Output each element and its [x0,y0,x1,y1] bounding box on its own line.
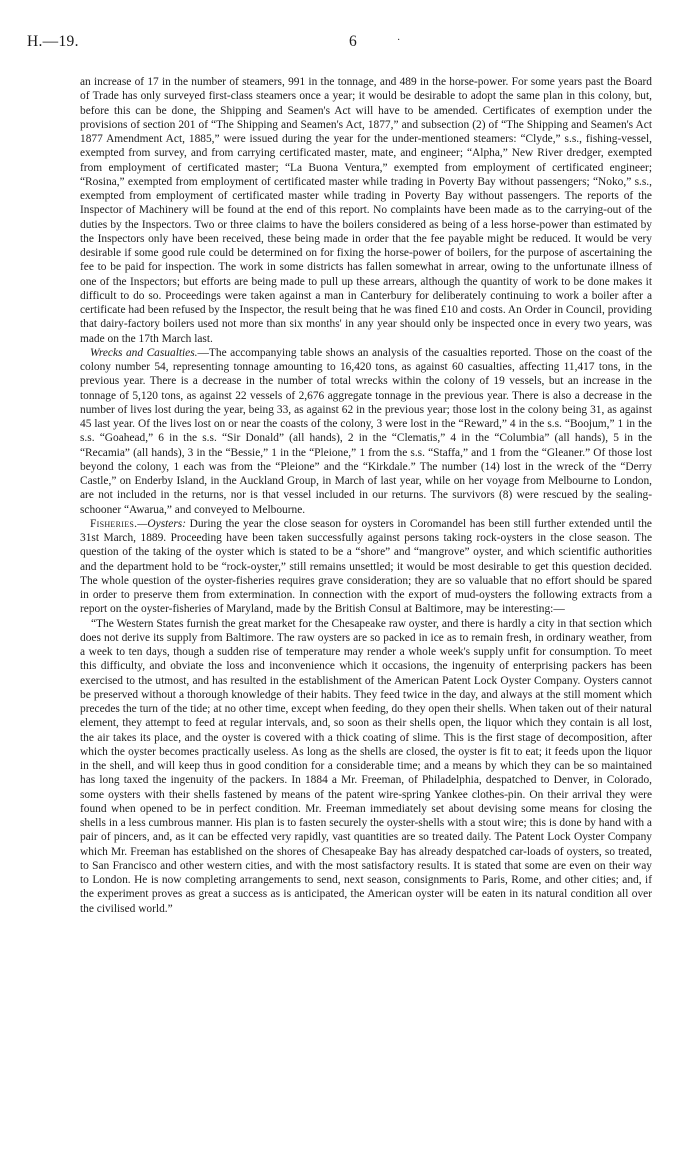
section-heading-wrecks: Wrecks and Casualties. [90,346,198,359]
paragraph-fisheries [80,517,652,617]
paragraph-consul-quote: “The Western States furnish the great market for the Chesapeake raw oyster, and there is hardly a city in that section which does not derive its supply from Baltimore. The raw oysters are so packed in ice as to remain fresh, in ordinary weather, from a week to ten days, though a sudden rise of temperature may render a whole week's supply unfit for consumption. To meet this difficulty, and obviate the loss and inconvenience which it occasions, the ingenuity of enterprising packers has been exercised to the utmost, and has resulted in the establishment of the American Patent Lock Oyster Company. Oysters cannot be preserved without a thorough knowledge of their habits. They feed twice in the day, and always at the still moment which precedes the turn of the tide; at no other time, except when feeding, do they open their shells. When taken out of their natural element, they attempt to feed at regular intervals, and, so soon as their shells open, the liquor which they contain is all lost, the air takes its place, and the oyster is covered with a thick coating of slime. This is the first stage of decomposition, after which the oyster becomes practically useless. As long as the shells are closed, the oyster is fit to eat; it feeds upon the liquor in the shell, and will keep thus in good condition for a considerable time; and a means by which they can be so maintained has long taxed the ingenuity of the packers. In 1884 a Mr. Freeman, of Philadelphia, despatched to Denver, in Colorado, some oysters with their shells fastened by means of the patent wire-spring Yankee clothes-pin. On their arrival they were found when opened to be in perfect condition. Mr. Freeman immediately set about devising some means for closing the shells in a less cumbrous manner. His plan is to fasten securely the oyster-shells with a stout wire; this is done by hand with a pair of pincers, and, as it can be effected very rapidly, vast quantities are so treated daily. The Patent Lock Oyster Company which Mr. Freeman has established on the shores of Chesapeake Bay has already despatched car-loads of oysters, so treated, to San Francisco and other western cities, and with the most satisfactory results. It is stated that some are even on their way to London. He is now completing arrangements to send, next season, consignments to Paris, Rome, and other cities; and, if the experiment proves as great a success as is anticipated, the American oyster will be eaten in its natural condition all over the civilised world.” [80,617,652,915]
page-body [80,75,652,916]
paragraph-wrecks [80,346,652,517]
page-header [27,33,673,53]
subheading-oysters: —Oysters: [137,517,187,530]
header-dot: · [397,35,401,46]
paragraph-wrecks-text: —The accompanying table shows an analysis of the casualties reported. Those on the coast of the colony number 54, representing tonnage amounting to 16,420 tons, as against 60 casualties, affecting 11,417 tons, in the previous year. There is a decrease in the number of total wrecks within the colony of 19 vessels, but an increase in the tonnage of 5,120 tons, as against 22 vessels of 2,676 aggregate tonnage in the previous year. There is also a decrease in the number of lives lost during the year, being 33, as against 62 in the previous year; those lost in the colony being 31, as against 45 last year. Of the lives lost on or near the coasts of the colony, 3 were lost in the “Reward,” 4 in the s.s. “Boojum,” 1 in the s.s. “Goahead,” 6 in the s.s. “Sir Donald” (all hands), 2 in the “Clematis,” 4 in the “Columbia” (all hands), 5 in the “Recamia” (all hands), 3 in the “Bessie,” 1 in the “Pleione,” 1 from the s.s. “Staffa,” and 1 from the “Gleaner.” Of those lost beyond the colony, 1 each was from the “Pleione” and the “Kirkdale.” The number (14) lost in the wreck of the “Derry Castle,” on Enderby Island, in the Auckland Group, in March of last year, while on her voyage from Melbourne to London, are not included in the returns, nor is that vessel included in our returns. The survivors (8) were rescued by the sealing-schooner “Awarua,” and conveyed to Melbourne. [80,346,652,516]
page-number: 6 [349,33,357,50]
section-heading-fisheries: Fisheries. [90,517,138,530]
document-code: H.—19. [27,33,79,50]
paragraph-steamers: an increase of 17 in the number of steamers, 991 in the tonnage, and 489 in the horse-power. For some years past the Board of Trade has only surveyed first-class steamers once a year; it would be desirable to adopt the same plan in this colony, but, before this can be done, the Shipping and Seamen's Act will have to be amended. Certificates of exemption under the provisions of section 201 of “The Shipping and Seamen's Act, 1877,” and subsection (2) of “The Shipping and Seamen's Act 1877 Amendment Act, 1885,” were issued during the year for the under-mentioned steamers: “Clyde,” s.s., fishing-vessel, exempted from survey, and from carrying certificated master, mate, and engineer; “Alpha,” New River dredger, exempted from employment of certificated master; “La Buona Ventura,” exempted from employment of certificated engineer; “Rosina,” exempted from employment of certificated master while trading in Poverty Bay without passengers; “Noko,” s.s., exempted from employment of certificated master while trading in Poverty Bay without passengers. The reports of the Inspector of Machinery will be found at the end of this report. No complaints have been made as to the carrying-out of the duties by the Inspectors. Two or three claims to have the boilers considered as being of a less horse-power than estimated by the Inspectors only have been received, these being made in order that the fee payable might be reduced. It would be very desirable if some good rule could be determined on for fixing the horse-power of boilers, for the purpose of ascertaining the fee to be paid for inspection. The work in some districts has fallen somewhat in arrear, owing to the unfortunate illness of one of the Inspectors; but efforts are being made to pull up these arrears, although the quantity of work to be done makes it difficult to do so. Proceedings were taken against a man in Canterbury for deliberately continuing to work a boiler after a certificate had been refused by the Inspector, the result being that he was fined £10 and costs. An Order in Council, providing that dairy-factory boilers used not more than six months' in any year should only be inspected once in every two years, was made on the 17th March last. [80,76,652,345]
paragraph-fisheries-text: During the year the close season for oysters in Coromandel has been still further extended until the 31st March, 1889. Proceeding have been taken successfully against persons taking rock-oysters in the close season. The question of the taking of the oyster which is stated to be a “shore” and “mangrove” oyster, and which scientific authorities and the department hold to be “rock-oyster,” still remains unsettled; it would be most desirable to get this question decided. The whole question of the oyster-fisheries requires grave consideration; they are so valuable that no effort should be spared in order to preserve them from extermination. In connection with the export of mud-oysters the following extracts from a report on the oyster-fisheries of Maryland, made by the British Consul at Baltimore, may be interesting:— [80,517,652,616]
